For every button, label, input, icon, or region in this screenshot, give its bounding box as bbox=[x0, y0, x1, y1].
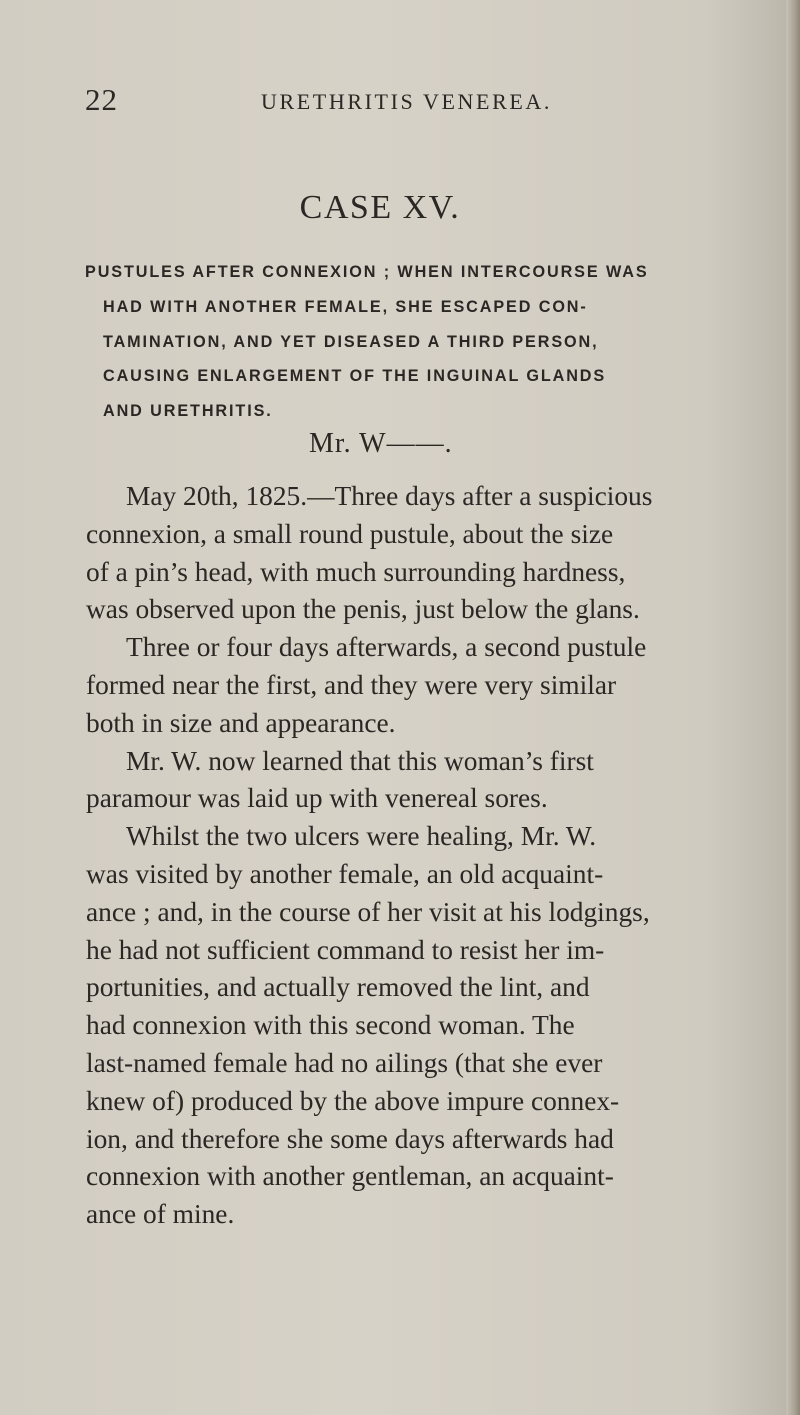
body-line: last-named female had no ailings (that she ever bbox=[86, 1047, 603, 1078]
page-number: 22 bbox=[85, 82, 118, 117]
body-line: was visited by another female, an old acquaint- bbox=[86, 858, 604, 889]
body-line: Whilst the two ulcers were healing, Mr. W. bbox=[126, 821, 597, 852]
body-line: he had not sufficient command to resist her im- bbox=[86, 934, 605, 965]
patient-name: Mr. W——. bbox=[309, 428, 453, 459]
body-line: portunities, and actually removed the lint, and bbox=[86, 972, 590, 1003]
summary-line: PUSTULES AFTER CONNEXION ; WHEN INTERCOURSE WAS bbox=[85, 263, 649, 281]
body-line: ance of mine. bbox=[86, 1199, 235, 1230]
page-edge bbox=[786, 0, 800, 1415]
body-line: had connexion with this second woman. The bbox=[86, 1010, 575, 1041]
body-line: Mr. W. now learned that this woman’s first bbox=[126, 745, 594, 776]
case-title: CASE XV. bbox=[299, 189, 461, 226]
body-line: connexion, a small round pustule, about the size bbox=[86, 518, 614, 549]
body-line: both in size and appearance. bbox=[86, 707, 396, 738]
case-body-text bbox=[86, 478, 766, 1234]
running-head bbox=[85, 82, 725, 122]
body-line: Three or four days afterwards, a second pustule bbox=[126, 632, 647, 663]
summary-line: CAUSING ENLARGEMENT OF THE INGUINAL GLANDS bbox=[103, 367, 607, 386]
summary-line: HAD WITH ANOTHER FEMALE, SHE ESCAPED CON- bbox=[103, 297, 588, 316]
body-line: connexion with another gentleman, an acquaint- bbox=[86, 1161, 614, 1192]
body-line: ion, and therefore she some days afterwards had bbox=[86, 1123, 614, 1154]
summary-line: TAMINATION, AND YET DISEASED A THIRD PERSON, bbox=[103, 332, 599, 351]
body-line: of a pin’s head, with much surrounding hardness, bbox=[86, 556, 626, 587]
summary-line: AND URETHRITIS. bbox=[103, 402, 273, 421]
case-summary bbox=[85, 255, 767, 429]
body-line: ance ; and, in the course of her visit at his lodgings, bbox=[86, 896, 650, 927]
body-line: May 20th, 1825.—Three days after a suspicious bbox=[126, 481, 653, 511]
running-title: URETHRITIS VENEREA. bbox=[261, 89, 552, 114]
body-line: formed near the first, and they were very similar bbox=[86, 669, 617, 700]
body-line: was observed upon the penis, just below the glans. bbox=[86, 594, 640, 625]
body-line: paramour was laid up with venereal sores. bbox=[86, 783, 548, 814]
body-line: knew of) produced by the above impure connex- bbox=[86, 1085, 620, 1116]
